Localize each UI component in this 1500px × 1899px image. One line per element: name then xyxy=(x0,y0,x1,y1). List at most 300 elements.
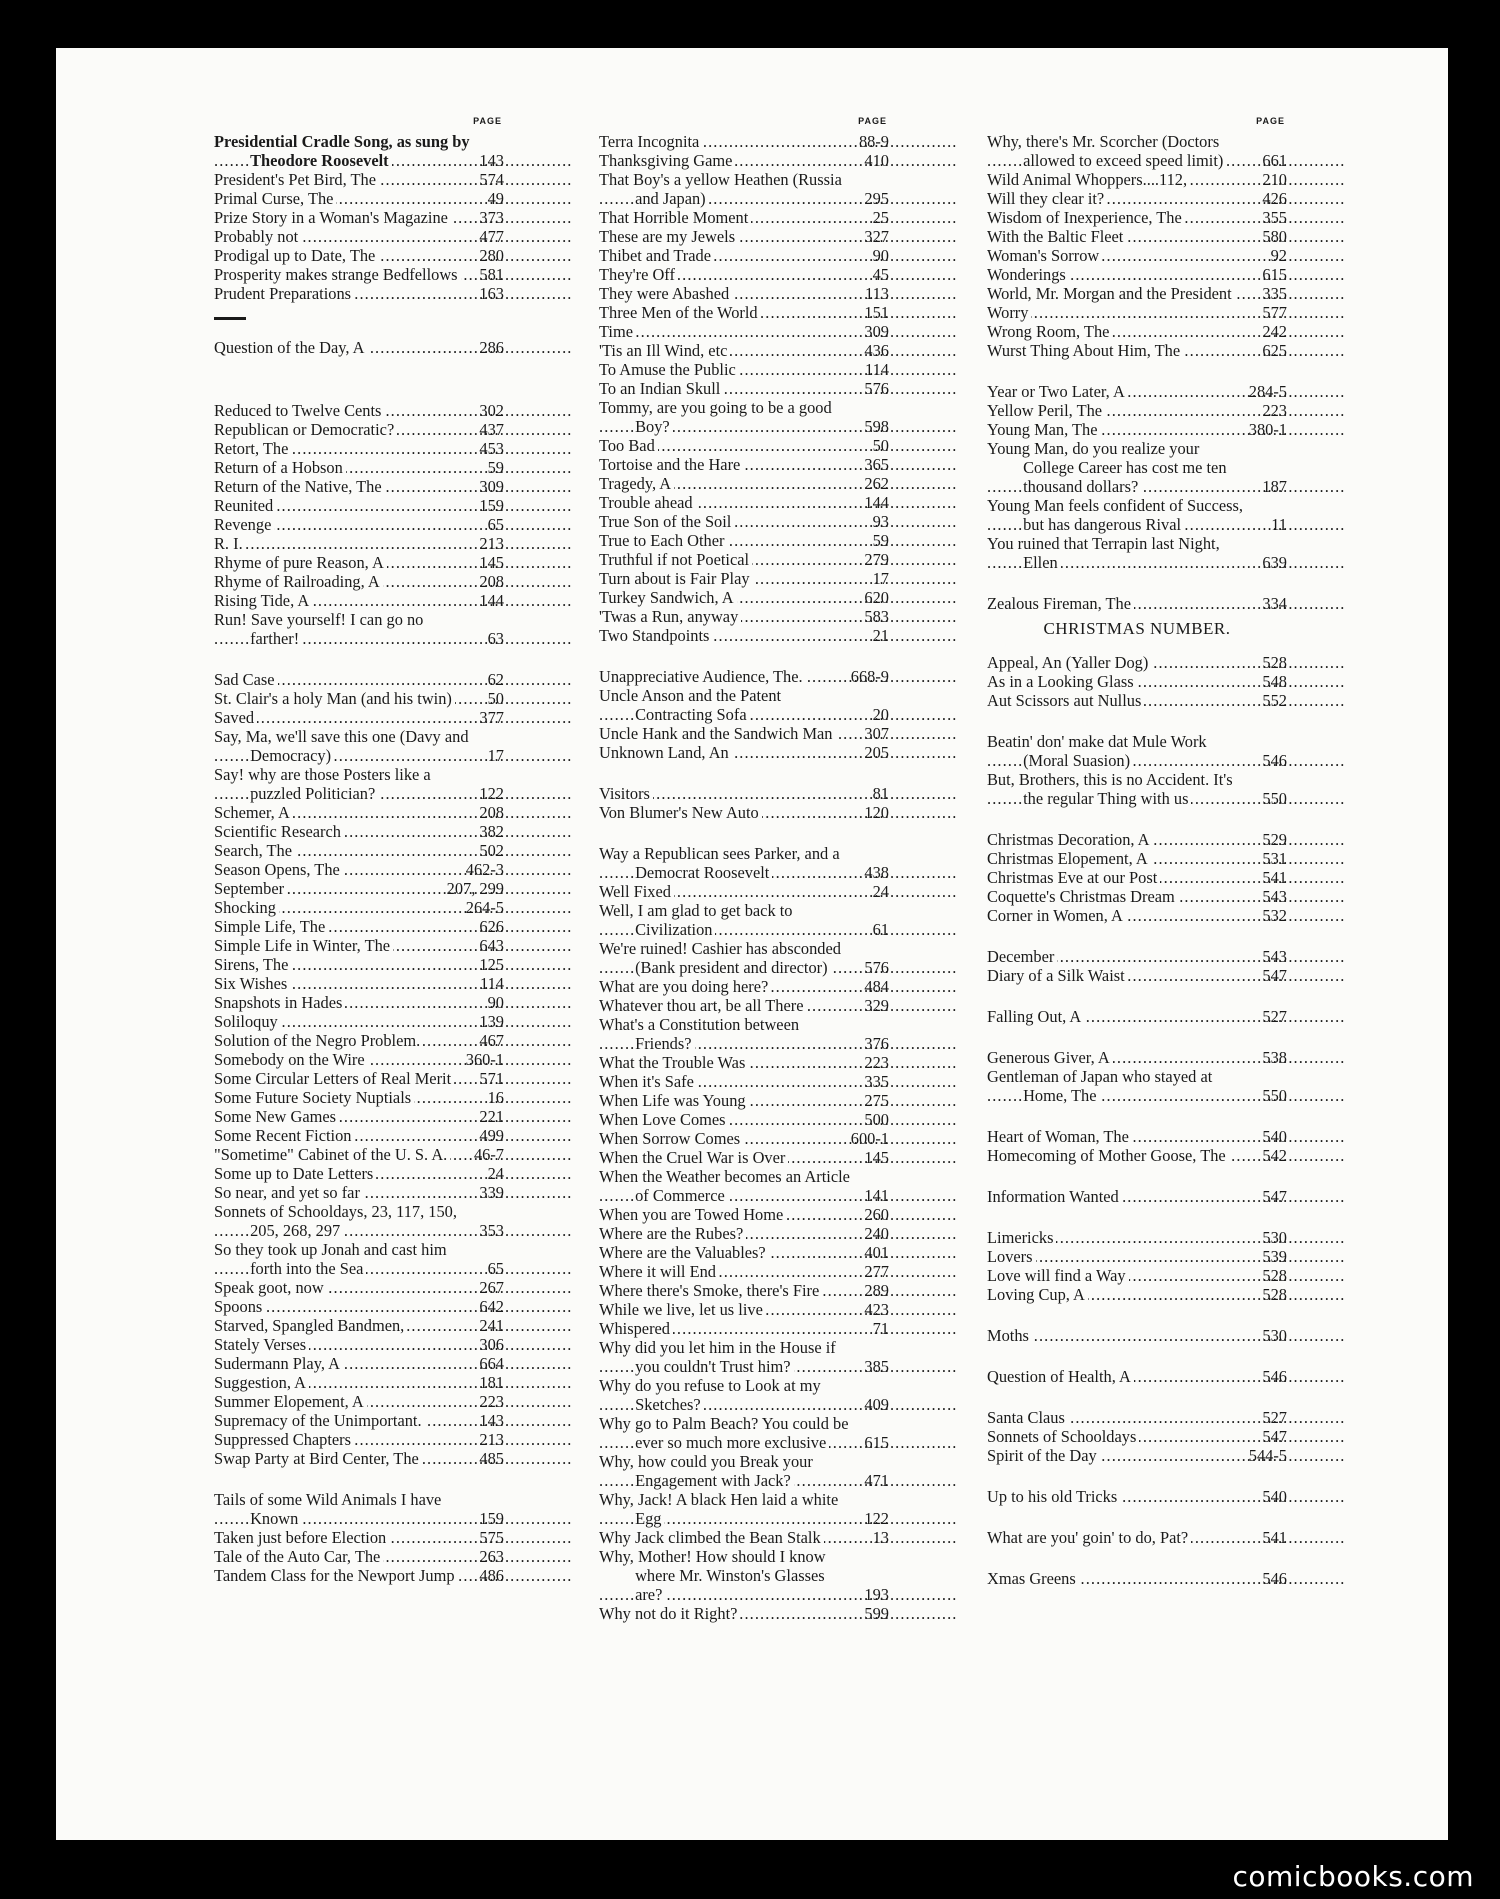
entry-title xyxy=(214,572,470,591)
entry-title xyxy=(599,379,855,398)
index-entry xyxy=(599,1091,889,1110)
entry-title-text: Uncle Anson and the Patent Contracting Sofa xyxy=(599,686,782,724)
index-entry xyxy=(987,284,1287,303)
entry-page-number: 527 xyxy=(1262,1007,1287,1026)
entry-page-number: 380-1 xyxy=(1248,420,1287,439)
index-entry xyxy=(599,1281,889,1300)
entry-page-number: 114 xyxy=(865,360,889,379)
entry-page-number: 275 xyxy=(864,1091,889,1110)
index-entry xyxy=(214,936,504,955)
entry-title-text: Why do you refuse to Look at my Sketches? xyxy=(599,1376,821,1414)
entry-title-text: Von Blumer's New Auto xyxy=(599,803,762,822)
entry-page-number: 353 xyxy=(479,1221,504,1240)
index-entry xyxy=(599,170,889,208)
entry-page-number: 339 xyxy=(479,1183,504,1202)
entry-title xyxy=(987,265,1253,284)
index-page xyxy=(56,48,1448,1840)
index-entry xyxy=(214,1126,504,1145)
index-entry xyxy=(214,917,504,936)
index-entry xyxy=(987,1367,1287,1386)
group-spacer xyxy=(987,1506,1287,1528)
entry-title xyxy=(599,1262,855,1281)
entry-title xyxy=(987,887,1253,906)
entry-title xyxy=(214,841,470,860)
entry-page-number: 576 xyxy=(864,379,889,398)
entry-page-number: 401 xyxy=(864,1243,889,1262)
index-entry xyxy=(987,1146,1287,1165)
entry-title xyxy=(987,246,1253,265)
entry-title xyxy=(987,906,1253,925)
entry-title xyxy=(599,1547,855,1604)
entry-title xyxy=(214,1373,470,1392)
entry-page-number: 141 xyxy=(864,1186,889,1205)
entry-page-number: 546 xyxy=(1262,1569,1287,1588)
index-entry xyxy=(599,436,889,455)
entry-title-text: Spirit of the Day xyxy=(987,1446,1100,1465)
entry-title xyxy=(987,691,1253,710)
entry-page-number: 499 xyxy=(479,1126,504,1145)
entry-title xyxy=(599,1224,855,1243)
entry-title xyxy=(987,732,1253,770)
entry-title-text: While we live, let us live xyxy=(599,1300,766,1319)
entry-title-text: Some Circular Letters of Real Merit xyxy=(214,1069,454,1088)
index-entry xyxy=(214,246,504,265)
entry-title-text: Uncle Hank and the Sandwich Man xyxy=(599,724,836,743)
entry-title-text: Unknown Land, An xyxy=(599,743,732,762)
entry-title xyxy=(987,1285,1253,1304)
entry-title xyxy=(599,531,855,550)
entry-title-text: Will they clear it? xyxy=(987,189,1107,208)
entry-title-text: Tommy, are you going to be a good Boy? xyxy=(599,398,832,436)
entry-page-number: 144 xyxy=(479,591,504,610)
entry-title xyxy=(214,1430,470,1449)
index-entry xyxy=(214,515,504,534)
index-entry xyxy=(599,1110,889,1129)
index-entry xyxy=(599,132,889,151)
entry-title xyxy=(214,1392,470,1411)
entry-page-number: 531 xyxy=(1262,849,1287,868)
entry-title-text: Turkey Sandwich, A xyxy=(599,588,737,607)
index-entry xyxy=(599,246,889,265)
entry-page-number: 242 xyxy=(1262,322,1287,341)
entry-title-text: Primal Curse, The xyxy=(214,189,336,208)
entry-page-number: 532 xyxy=(1262,906,1287,925)
entry-title xyxy=(987,401,1253,420)
entry-page-number: 664 xyxy=(479,1354,504,1373)
entry-page-number: 50 xyxy=(487,689,504,708)
entry-title-text: R. I. xyxy=(214,534,246,553)
entry-title-text: Heart of Woman, The xyxy=(987,1127,1132,1146)
entry-page-number: 668-9 xyxy=(850,667,889,686)
entry-title-text: Christmas Decoration, A xyxy=(987,830,1153,849)
entry-page-number: 11 xyxy=(1271,515,1287,534)
entry-title-text: Some Recent Fiction xyxy=(214,1126,354,1145)
entry-page-number: 642 xyxy=(479,1297,504,1316)
entry-title-text: Worry xyxy=(987,303,1031,322)
index-entry xyxy=(987,1007,1287,1026)
index-entry xyxy=(599,1319,889,1338)
entry-page-number: 24 xyxy=(487,1164,504,1183)
entry-title-text: Somebody on the Wire xyxy=(214,1050,368,1069)
entry-page-number: 139 xyxy=(479,1012,504,1031)
entry-page-number: 409 xyxy=(864,1395,889,1414)
entry-title xyxy=(599,1072,855,1091)
index-entry xyxy=(599,1414,889,1452)
entry-page-number: 600-1 xyxy=(850,1129,889,1148)
index-entry xyxy=(214,496,504,515)
entry-title-text: With the Baltic Fleet xyxy=(987,227,1126,246)
entry-title-text: Where it will End xyxy=(599,1262,719,1281)
entry-title xyxy=(214,439,470,458)
entry-title-text: Wisdom of Inexperience, The xyxy=(987,208,1185,227)
entry-page-number: 467 xyxy=(479,1031,504,1050)
index-entry xyxy=(599,227,889,246)
entry-title-text: Speak goot, now xyxy=(214,1278,327,1297)
entry-title xyxy=(214,1069,470,1088)
entry-page-number: 13 xyxy=(872,1528,889,1547)
entry-title xyxy=(599,1205,855,1224)
entry-title xyxy=(987,132,1253,170)
entry-title-text: That Horrible Moment xyxy=(599,208,751,227)
index-entry xyxy=(599,455,889,474)
entry-title xyxy=(214,1145,470,1164)
entry-title xyxy=(599,360,855,379)
entry-title xyxy=(599,1528,855,1547)
entry-title xyxy=(214,689,470,708)
entry-page-number: 306 xyxy=(479,1335,504,1354)
index-entry xyxy=(214,170,504,189)
entry-title-text: Soliloquy xyxy=(214,1012,281,1031)
index-entry xyxy=(987,691,1287,710)
index-entry xyxy=(214,1335,504,1354)
page-column-label: PAGE xyxy=(473,116,502,126)
index-entry xyxy=(987,966,1287,985)
entry-page-number: 263 xyxy=(479,1547,504,1566)
entry-title xyxy=(987,1446,1253,1465)
index-entry xyxy=(987,246,1287,265)
entry-page-number: 484 xyxy=(864,977,889,996)
entry-title xyxy=(987,189,1253,208)
entry-title-text: Question of the Day, A xyxy=(214,338,368,357)
entry-page-number: 145 xyxy=(479,553,504,572)
entry-title-text: Return of a Hobson xyxy=(214,458,346,477)
entry-title xyxy=(987,1007,1253,1026)
entry-page-number: 286 xyxy=(479,338,504,357)
entry-title-text: Probably not xyxy=(214,227,301,246)
entry-title xyxy=(599,208,855,227)
entry-page-number: 309 xyxy=(864,322,889,341)
entry-title-text: Wonderings xyxy=(987,265,1069,284)
index-entry xyxy=(214,1547,504,1566)
entry-title-text: Why go to Palm Beach? You could be ever so much more exclusive xyxy=(599,1414,849,1452)
entry-page-number: 382 xyxy=(479,822,504,841)
entry-page-number: 643 xyxy=(479,936,504,955)
entry-title-text: Loving Cup, A xyxy=(987,1285,1088,1304)
index-entry xyxy=(214,1240,504,1278)
entry-title-text: Season Opens, The xyxy=(214,860,343,879)
entry-title-text: Young Man, do you realize your College Career has cost me ten thousand dollars? xyxy=(987,439,1227,496)
index-entry xyxy=(599,667,889,686)
entry-title-text: Christmas Eve at our Post xyxy=(987,868,1160,887)
entry-title-text: Say! why are those Posters like a puzzled Politician? xyxy=(214,765,431,803)
entry-page-number: 193 xyxy=(864,1585,889,1604)
entry-title xyxy=(987,208,1253,227)
entry-title xyxy=(599,724,855,743)
index-entry xyxy=(214,1411,504,1430)
entry-title-text: Way a Republican sees Parker, and a Democrat Roosevelt xyxy=(599,844,840,882)
index-entry xyxy=(987,1446,1287,1465)
entry-title xyxy=(987,1367,1253,1386)
entry-title-text: Why Jack climbed the Bean Stalk xyxy=(599,1528,824,1547)
entry-title xyxy=(214,1240,470,1278)
index-entry xyxy=(599,512,889,531)
entry-page-number: 626 xyxy=(479,917,504,936)
entry-title xyxy=(214,591,470,610)
index-entry xyxy=(599,939,889,977)
entry-page-number: 625 xyxy=(1262,341,1287,360)
entry-title xyxy=(987,966,1253,985)
entry-title-text: September xyxy=(214,879,287,898)
entry-page-number: 71 xyxy=(872,1319,889,1338)
group-spacer xyxy=(987,1105,1287,1127)
entry-title-text: What the Trouble Was xyxy=(599,1053,748,1072)
entry-page-number: 309 xyxy=(479,477,504,496)
index-entry xyxy=(599,208,889,227)
index-entry xyxy=(987,947,1287,966)
index-entry xyxy=(987,1247,1287,1266)
entry-title-text: Unappreciative Audience, The. xyxy=(599,667,806,686)
index-entry xyxy=(214,898,504,917)
entry-title-text: Xmas Greens xyxy=(987,1569,1079,1588)
entry-page-number: 65 xyxy=(487,1259,504,1278)
entry-title-text: Visitors xyxy=(599,784,653,803)
entry-page-number: 580 xyxy=(1262,227,1287,246)
entry-title-text: Summer Elopement, A xyxy=(214,1392,367,1411)
index-entry xyxy=(987,770,1287,808)
entry-title-text: They were Abashed xyxy=(599,284,732,303)
entry-title-text: Rising Tide, A xyxy=(214,591,312,610)
column-2-entries xyxy=(599,132,889,1623)
entry-title-text: Swap Party at Bird Center, The xyxy=(214,1449,422,1468)
entry-title xyxy=(599,398,855,436)
entry-title-text: Wild Animal Whoppers....112, xyxy=(987,170,1190,189)
entry-title xyxy=(214,132,470,170)
index-entry xyxy=(599,803,889,822)
index-entry xyxy=(214,727,504,765)
index-entry xyxy=(987,208,1287,227)
index-entry xyxy=(987,189,1287,208)
entry-title xyxy=(214,1088,470,1107)
entry-title xyxy=(214,1278,470,1297)
index-entry xyxy=(987,1569,1287,1588)
entry-title-text: When it's Safe xyxy=(599,1072,697,1091)
index-entry xyxy=(599,1205,889,1224)
entry-page-number: 279 xyxy=(864,550,889,569)
entry-page-number: 213 xyxy=(479,534,504,553)
entry-title xyxy=(214,860,470,879)
entry-page-number: 540 xyxy=(1262,1487,1287,1506)
index-entry xyxy=(987,496,1287,534)
entry-page-number: 574 xyxy=(479,170,504,189)
entry-title xyxy=(599,474,855,493)
index-entry xyxy=(214,477,504,496)
entry-page-number: 360-1 xyxy=(465,1050,504,1069)
entry-title xyxy=(599,939,855,977)
entry-page-number: 284-5 xyxy=(1248,382,1287,401)
entry-page-number: 46-7 xyxy=(473,1145,504,1164)
entry-page-number: 639 xyxy=(1262,553,1287,572)
index-entry xyxy=(599,1262,889,1281)
entry-page-number: 125 xyxy=(479,955,504,974)
entry-title xyxy=(987,420,1253,439)
entry-page-number: 120 xyxy=(864,803,889,822)
entry-title xyxy=(987,284,1253,303)
index-entry xyxy=(214,458,504,477)
entry-title-text: Wrong Room, The xyxy=(987,322,1112,341)
entry-title-text: Turn about is Fair Play xyxy=(599,569,753,588)
entry-title xyxy=(599,1604,855,1623)
entry-title-text: Where are the Valuables? xyxy=(599,1243,769,1262)
entry-title-text: Gentleman of Japan who stayed at Home, The xyxy=(987,1067,1213,1105)
index-entry xyxy=(599,1528,889,1547)
entry-title xyxy=(214,1449,470,1468)
index-entry xyxy=(214,689,504,708)
index-entry xyxy=(987,534,1287,572)
entry-title-text: Shocking xyxy=(214,898,279,917)
entry-title-text: So they took up Jonah and cast him forth into the Sea xyxy=(214,1240,447,1278)
entry-title-text: 'Twas a Run, anyway xyxy=(599,607,741,626)
entry-page-number: 615 xyxy=(864,1433,889,1452)
entry-page-number: 144 xyxy=(864,493,889,512)
entry-title-text: What's a Constitution between Friends? xyxy=(599,1015,800,1053)
entry-title-text: Rhyme of pure Reason, A xyxy=(214,553,387,572)
index-entry xyxy=(214,1566,504,1585)
entry-title xyxy=(599,1281,855,1300)
index-entry xyxy=(599,607,889,626)
entry-title xyxy=(599,686,855,724)
entry-title-text: Why, how could you Break your Engagement with Jack? xyxy=(599,1452,813,1490)
index-entry xyxy=(599,493,889,512)
entry-title xyxy=(599,1319,855,1338)
entry-page-number: 159 xyxy=(479,1509,504,1528)
entry-title-text: When Love Comes xyxy=(599,1110,729,1129)
entry-title xyxy=(987,1569,1253,1588)
group-spacer xyxy=(987,1465,1287,1487)
entry-title-text: But, Brothers, this is no Accident. It's the regular Thing with us xyxy=(987,770,1233,808)
entry-title-text: World, Mr. Morgan and the President xyxy=(987,284,1235,303)
entry-title xyxy=(599,569,855,588)
entry-page-number: 615 xyxy=(1262,265,1287,284)
entry-page-number: 163 xyxy=(479,284,504,303)
entry-title xyxy=(599,1338,855,1376)
entry-page-number: 581 xyxy=(479,265,504,284)
index-entry xyxy=(599,1452,889,1490)
entry-title xyxy=(599,743,855,762)
entry-title-text: Sirens, The xyxy=(214,955,291,974)
entry-page-number: 527 xyxy=(1262,1408,1287,1427)
group-spacer xyxy=(214,1468,504,1490)
entry-page-number: 530 xyxy=(1262,1228,1287,1247)
index-entry xyxy=(987,830,1287,849)
index-entry xyxy=(214,1392,504,1411)
group-spacer xyxy=(987,1165,1287,1187)
index-entry xyxy=(214,1088,504,1107)
entry-page-number: 122 xyxy=(479,784,504,803)
entry-title xyxy=(214,727,470,765)
entry-title xyxy=(214,974,470,993)
entry-title xyxy=(214,1012,470,1031)
entry-page-number: 205 xyxy=(864,743,889,762)
entry-title xyxy=(987,1127,1253,1146)
entry-page-number: 528 xyxy=(1262,1266,1287,1285)
entry-page-number: 260 xyxy=(864,1205,889,1224)
entry-title-text: Year or Two Later, A xyxy=(987,382,1128,401)
entry-title xyxy=(987,1528,1253,1547)
index-entry xyxy=(214,1354,504,1373)
entry-title xyxy=(987,868,1253,887)
entry-title xyxy=(214,208,470,227)
entry-page-number: 20 xyxy=(872,705,889,724)
index-entry xyxy=(214,1145,504,1164)
index-entry xyxy=(599,1604,889,1623)
entry-title xyxy=(599,436,855,455)
entry-title xyxy=(214,515,470,534)
entry-page-number: 113 xyxy=(865,284,889,303)
entry-page-number: 65 xyxy=(487,515,504,534)
entry-page-number: 583 xyxy=(864,607,889,626)
entry-title-text: December xyxy=(987,947,1057,966)
entry-title-text: Reunited xyxy=(214,496,276,515)
entry-page-number: 59 xyxy=(872,531,889,550)
entry-title-text: Prize Story in a Woman's Magazine xyxy=(214,208,451,227)
entry-page-number: 436 xyxy=(864,341,889,360)
index-entry xyxy=(214,1012,504,1031)
site-watermark: comicbooks.com xyxy=(1232,1860,1474,1893)
index-entry xyxy=(599,303,889,322)
entry-title xyxy=(214,265,470,284)
entry-title-text: We're ruined! Cashier has absconded (Bank president and director) xyxy=(599,939,841,977)
entry-title xyxy=(987,770,1253,808)
entry-title-text: Two Standpoints xyxy=(599,626,712,645)
index-entry xyxy=(987,265,1287,284)
entry-title-text: Return of the Native, The xyxy=(214,477,385,496)
entry-title xyxy=(214,401,470,420)
entry-page-number: 264-5 xyxy=(465,898,504,917)
entry-title xyxy=(599,151,855,170)
index-entry xyxy=(599,265,889,284)
entry-title xyxy=(599,341,855,360)
entry-page-number: 577 xyxy=(1262,303,1287,322)
entry-page-number: 538 xyxy=(1262,1048,1287,1067)
entry-page-number: 423 xyxy=(864,1300,889,1319)
group-spacer xyxy=(987,710,1287,732)
entry-title-text: Too Bad xyxy=(599,436,658,455)
entry-title-text: Beatin' don' make dat Mule Work (Moral Suasion) xyxy=(987,732,1207,770)
index-entry xyxy=(214,553,504,572)
entry-title xyxy=(987,1187,1253,1206)
entry-title xyxy=(599,1091,855,1110)
index-entry xyxy=(214,670,504,689)
entry-title xyxy=(599,667,855,686)
entry-title-text: Run! Save yourself! I can go no farther! xyxy=(214,610,424,648)
column-1-entries xyxy=(214,132,504,1585)
index-entry xyxy=(599,844,889,882)
entry-page-number: 181 xyxy=(479,1373,504,1392)
entry-title-text: Why not do it Right? xyxy=(599,1604,740,1623)
entry-page-number: 486 xyxy=(479,1566,504,1585)
index-entry xyxy=(214,284,504,303)
entry-page-number: 17 xyxy=(872,569,889,588)
